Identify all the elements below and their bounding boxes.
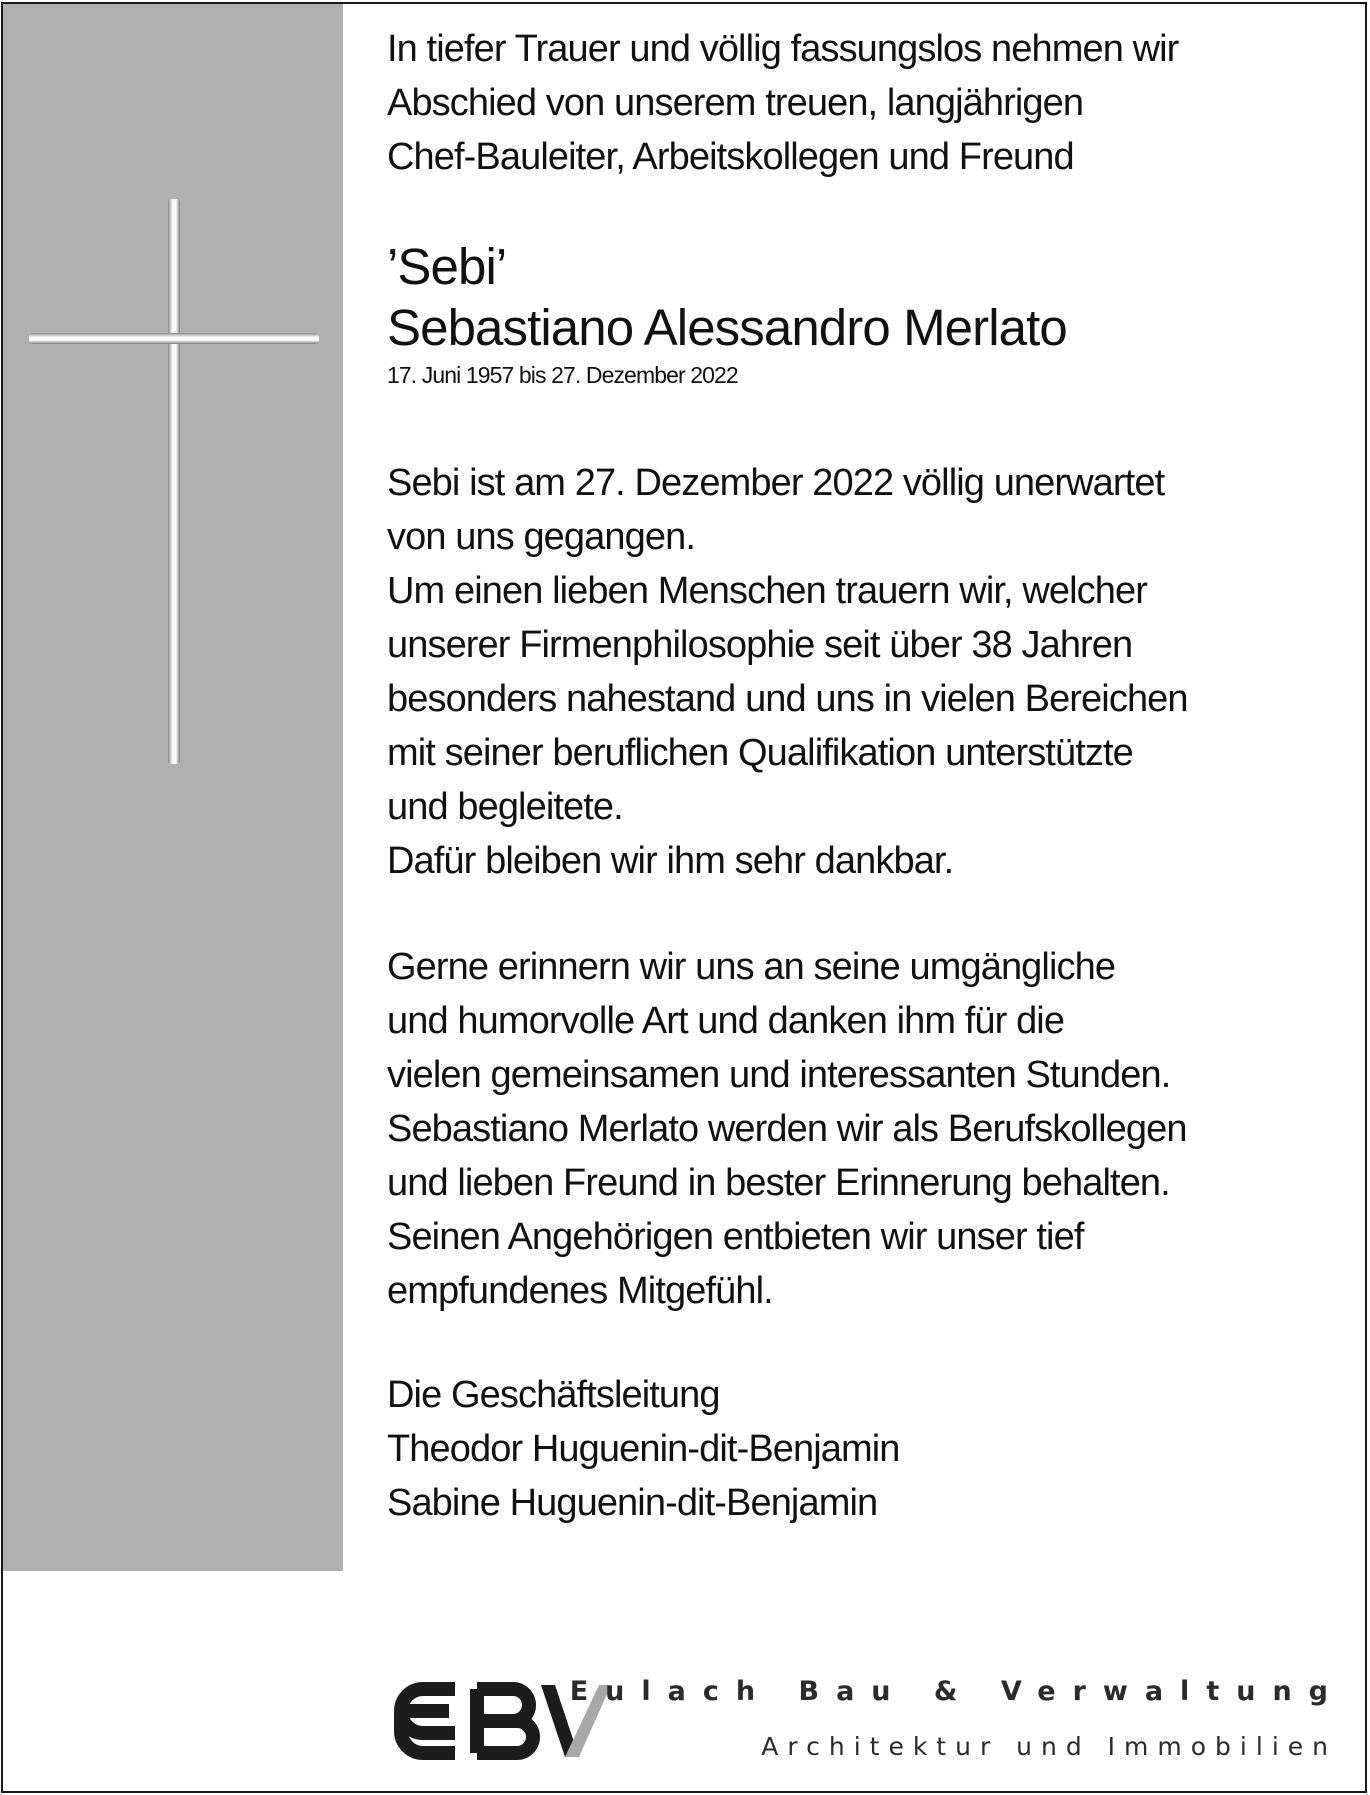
signature-block xyxy=(387,1368,1327,1530)
intro-line: Chef-Bauleiter, Arbeitskollegen und Freund xyxy=(387,136,1074,178)
body-line: Sebi ist am 27. Dezember 2022 völlig unerwartet xyxy=(387,462,1165,504)
body-line: und begleitete. xyxy=(387,786,623,828)
body-line: vielen gemeinsamen und interessanten Stunden. xyxy=(387,1054,1171,1096)
signature-line: Die Geschäftsleitung xyxy=(387,1374,720,1416)
body-line: empfundenes Mitgefühl. xyxy=(387,1270,773,1312)
body-line: mit seiner beruflichen Qualifikation unterstützte xyxy=(387,732,1133,774)
company-tagline: Architektur und Immobilien xyxy=(761,1732,1337,1761)
intro-line: In tiefer Trauer und völlig fassungslos nehmen wir xyxy=(387,28,1179,70)
announcement-text xyxy=(387,22,1327,1530)
deceased-full-name: Sebastiano Alessandro Merlato xyxy=(387,299,1067,356)
body-line: Um einen lieben Menschen trauern wir, welcher xyxy=(387,570,1148,612)
intro-paragraph xyxy=(387,22,1327,184)
body-paragraph-2 xyxy=(387,940,1327,1318)
body-line: Dafür bleiben wir ihm sehr dankbar. xyxy=(387,840,954,882)
side-band xyxy=(3,4,343,1571)
body-line: Sebastiano Merlato werden wir als Berufskollegen xyxy=(387,1108,1187,1150)
body-line: von uns gegangen. xyxy=(387,516,695,558)
body-line: und lieben Freund in bester Erinnerung behalten. xyxy=(387,1162,1170,1204)
deceased-nickname: ’Sebi’ xyxy=(387,238,507,295)
body-line: besonders nahestand und uns in vielen Bereichen xyxy=(387,678,1188,720)
body-line: unserer Firmenphilosophie seit über 38 Jahren xyxy=(387,624,1133,666)
company-name: Eulach Bau & Verwaltung xyxy=(569,1676,1345,1707)
body-line: Seinen Angehörigen entbieten wir unser tief xyxy=(387,1216,1084,1258)
body-paragraph-1 xyxy=(387,456,1327,888)
cross-icon xyxy=(29,199,319,764)
life-dates: 17. Juni 1957 bis 27. Dezember 2022 xyxy=(387,362,738,388)
signature-line: Theodor Huguenin-dit-Benjamin xyxy=(387,1428,900,1470)
signature-line: Sabine Huguenin-dit-Benjamin xyxy=(387,1482,878,1524)
body-line: Gerne erinnern wir uns an seine umgängliche xyxy=(387,946,1116,988)
intro-line: Abschied von unserem treuen, langjährigen xyxy=(387,82,1084,124)
body-line: und humorvolle Art und danken ihm für die xyxy=(387,1000,1065,1042)
